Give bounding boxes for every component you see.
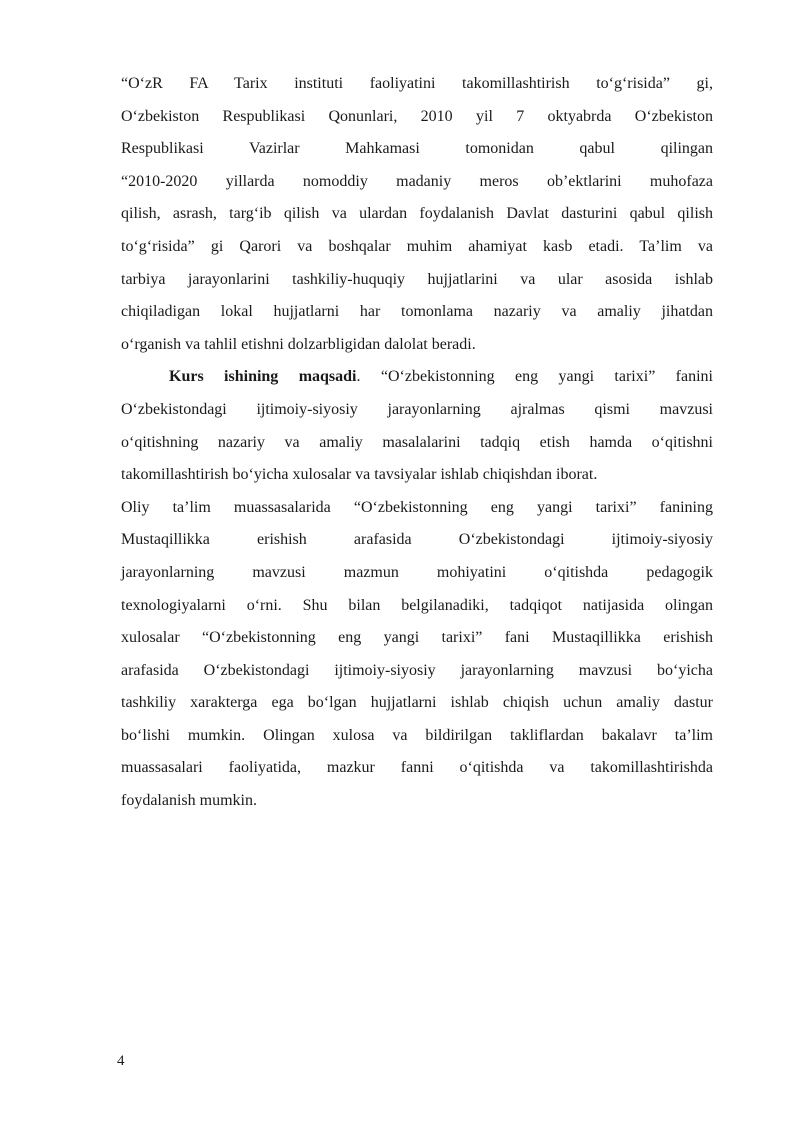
text-line: texnologiyalarni o‘rni. Shu bilan belgilanadiki, tadqiqot natijasida olingan bbox=[121, 596, 713, 614]
text-line: o‘qitishning nazariy va amaliy masalalarini tadqiq etish hamda o‘qitishni bbox=[121, 433, 713, 451]
text-line: xulosalar “O‘zbekistonning eng yangi tarixi” fani Mustaqillikka erishish bbox=[121, 629, 713, 647]
text-line: O‘zbekiston Respublikasi Qonunlari, 2010 yil 7 oktyabrda O‘zbekiston bbox=[121, 107, 713, 125]
text-line: arafasida O‘zbekistondagi ijtimoiy-siyosiy jarayonlarning mavzusi bo‘yicha bbox=[121, 661, 713, 679]
text-line: tashkiliy xarakterga ega bo‘lgan hujjatlarni ishlab chiqish uchun amaliy dastur bbox=[121, 694, 713, 712]
section-heading: Kurs ishining maqsadi bbox=[169, 368, 357, 386]
paragraph-course-goal bbox=[121, 361, 713, 491]
text-line bbox=[121, 361, 713, 394]
text-line: Oliy ta’lim muassasalarida “O‘zbekistonning eng yangi tarixi” fanining bbox=[121, 498, 713, 516]
text-line: O‘zbekistondagi ijtimoiy-siyosiy jarayonlarning ajralmas qismi mavzusi bbox=[121, 400, 713, 418]
text-line: qilish, asrash, targ‘ib qilish va ulardan foydalanish Davlat dasturini qabul qilish bbox=[121, 205, 713, 223]
text-line: bo‘lishi mumkin. Olingan xulosa va bildirilgan takliflardan bakalavr ta’lim bbox=[121, 726, 713, 744]
text-line: o‘rganish va tahlil etishni dolzarbligidan dalolat beradi. bbox=[121, 335, 476, 353]
paragraph-legal-framework bbox=[121, 68, 713, 361]
text-line: “2010-2020 yillarda nomoddiy madaniy meros ob’ektlarini muhofaza bbox=[121, 172, 713, 190]
text-line: Mustaqillikka erishish arafasida O‘zbekistondagi ijtimoiy-siyosiy bbox=[121, 531, 713, 549]
text-line: foydalanish mumkin. bbox=[121, 792, 257, 810]
text-line: takomillashtirish bo‘yicha xulosalar va tavsiyalar ishlab chiqishdan iborat. bbox=[121, 466, 598, 484]
paragraph-conclusions bbox=[121, 492, 713, 818]
text-line: tarbiya jarayonlarini tashkiliy-huquqiy hujjatlarini va ular asosida ishlab bbox=[121, 270, 713, 288]
body-text bbox=[121, 68, 713, 818]
text-line: chiqiladigan lokal hujjatlarni har tomonlama nazariy va amaliy jihatdan bbox=[121, 303, 713, 321]
text-fragment: . “O‘zbekistonning eng yangi tarixi” fanini bbox=[356, 368, 713, 386]
text-line: muassasalari faoliyatida, mazkur fanni o‘qitishda va takomillashtirishda bbox=[121, 759, 713, 777]
text-line: jarayonlarning mavzusi mazmun mohiyatini o‘qitishda pedagogik bbox=[121, 563, 713, 581]
text-line: “O‘zR FA Tarix instituti faoliyatini takomillashtirish to‘g‘risida” gi, bbox=[121, 75, 713, 92]
text-line: to‘g‘risida” gi Qarori va boshqalar muhim ahamiyat kasb etadi. Ta’lim va bbox=[121, 237, 713, 255]
text-line: Respublikasi Vazirlar Mahkamasi tomonidan qabul qilingan bbox=[121, 140, 713, 158]
page-number: 4 bbox=[117, 1053, 125, 1069]
